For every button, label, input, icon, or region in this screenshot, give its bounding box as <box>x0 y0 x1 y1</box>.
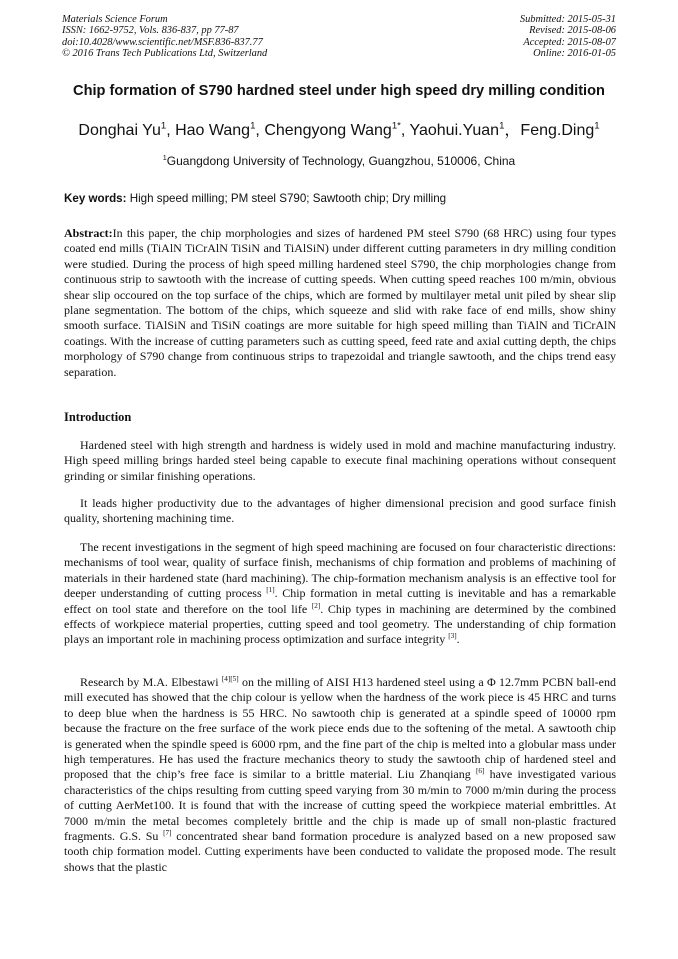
section-heading-introduction: Introduction <box>64 410 132 424</box>
citation: [1] <box>266 586 275 595</box>
intro-paragraph-4: Research by M.A. Elbestawi [4][5] on the milling of AISI H13 hardened steel using a Φ 12.7mm PCBN ball-end mill executed has showed that the chip colour is yellow when the hardness of the work piece is 45 HRC and turns to deep blue when the hardness is 55 HRC. No sawtooth chip is generated at a spindle speed of 10000 rpm because the fracture on the free surface of the work piece ends due to the softening of the metal. A sawtooth chip is generated when the spindle speed is 6000 rpm, and the fine part of the chip is melted into a globular mass under high temperatures. He has used the fracture mechanics theory to study the sawtooth chip of hardened steel and proposed that the chip’s free face is similar to a brittle material. Liu Zhanqiang [6] have investigated various characteristics of the chips resulting from cutting speed varying from 30 m/min to 7000 m/min during the process of cutting AerMet100. It is found that with the increase of cutting speed the workpiece material embrittles. At 7000 m/min the metal becomes completely brittle and the chip is made up of small non-plastic fractured fragments. G.S. Su [7] concentrated shear band formation procedure is analyzed based on a new proposed saw tooth chip formation model. Cutting experiments have been conducted to validate the proposed mode. The result shows that the plastic <box>64 675 617 874</box>
journal-name: Materials Science Forum <box>62 14 168 25</box>
keywords <box>64 191 624 206</box>
author: Hao Wang$^1$, <box>175 120 265 139</box>
date-online: Online: 2016-01-05 <box>533 47 616 59</box>
intro-paragraph-3: The recent investigations in the segment of high speed machining are focused on four characteristic directions: mechanisms of tool wear, quality of surface finish, mechanisms of chip formation and problems of machining of materials in their hardened state (hard machining). The chip-formation mechanism analysis is an effective tool for deeper understanding of cutting process [1]. Chip formation in metal cutting is inevitable and has a remarkable effect on tool state and therefore on the tool life [2]. Chip types in machining are determined by the combined effects of workpiece material properties, cutting speed and tool geometry. The understanding of chip formation plays an important role in machining process optimization and surface integrity [3]. <box>64 540 616 647</box>
journal-info <box>62 14 267 59</box>
date-submitted: Submitted: 2015-05-31 <box>519 14 616 25</box>
intro-paragraph-2: It leads higher productivity due to the advantages of higher dimensional precision and good surface finish quality, shortening machining time. <box>64 496 616 526</box>
submission-dates <box>520 14 616 59</box>
abstract <box>64 226 616 380</box>
date-revised: Revised: 2015-08-06 <box>529 25 616 37</box>
citation: [3] <box>448 632 457 641</box>
keywords-label: Key words: <box>64 192 127 205</box>
author: Feng.Ding$^1$ <box>520 120 600 139</box>
journal-copyright: © 2016 Trans Tech Publications Ltd, Switzerland <box>62 47 268 59</box>
citation: [6] <box>475 767 485 776</box>
paper-title: Chip formation of S790 hardned steel under high speed dry milling condition <box>73 83 605 99</box>
citation: [4][5] <box>221 675 239 683</box>
author-list <box>40 121 638 141</box>
abstract-text: In this paper, the chip morphologies and sizes of hardened PM steel S790 (68 HRC) using four types coated end mills (TiAlN TiCrAlN TiSiN and TiAlSiN) under different cutting parameters in dry milling condition were studied. During the process of high speed milling hardened steel S790, the chip morphologies change from continuous strip to sawtooth with the increase of cutting speeds. When cutting speed reaches 100 m/min, obvious shear slip occoured on the top surface of the chips, which are formed by multilayer metal unit piled by shear slip plane segmentation. The bottom of the chips, which squeeze and slid with rake face of end mills, show shiny smooth surface. TiAlSiN and TiSiN coatings are more suitable for high speed milling than TiAlN and TiCrAlN coatings. With the increase of cutting parameters such as cutting speed, feed rate and axial cutting depth, the chips morphology of S790 change from continuous strips to trapezoidal and triangle sawtooth, and the chips trend easy separation. <box>64 226 616 379</box>
keywords-text: High speed milling; PM steel S790; Sawtooth chip; Dry milling <box>126 192 447 205</box>
journal-doi: doi:10.4028/www.scientific.net/MSF.836-837.77 <box>62 36 263 48</box>
author: Yaohui.Yuan$^1$， <box>409 120 521 139</box>
author: Donghai Yu$^1$, <box>78 120 176 139</box>
citation: [2] <box>311 601 321 610</box>
author: Chengyong Wang$^{1*}$, <box>264 120 410 139</box>
citation: [7] <box>163 829 172 838</box>
abstract-label: Abstract: <box>64 226 113 240</box>
affiliation: $^1$Guangdong University of Technology, Guangzhou, 510006, China <box>162 153 516 168</box>
journal-issn: ISSN: 1662-9752, Vols. 836-837, pp 77-87 <box>62 25 239 37</box>
intro-paragraph-1: Hardened steel with high strength and hardness is widely used in mold and machine manufacturing industry. High speed milling brings harded steel being capable to execute final machining operations without consequent grinding or similar finishing operations. <box>64 438 616 483</box>
date-accepted: Accepted: 2015-08-07 <box>523 36 616 48</box>
